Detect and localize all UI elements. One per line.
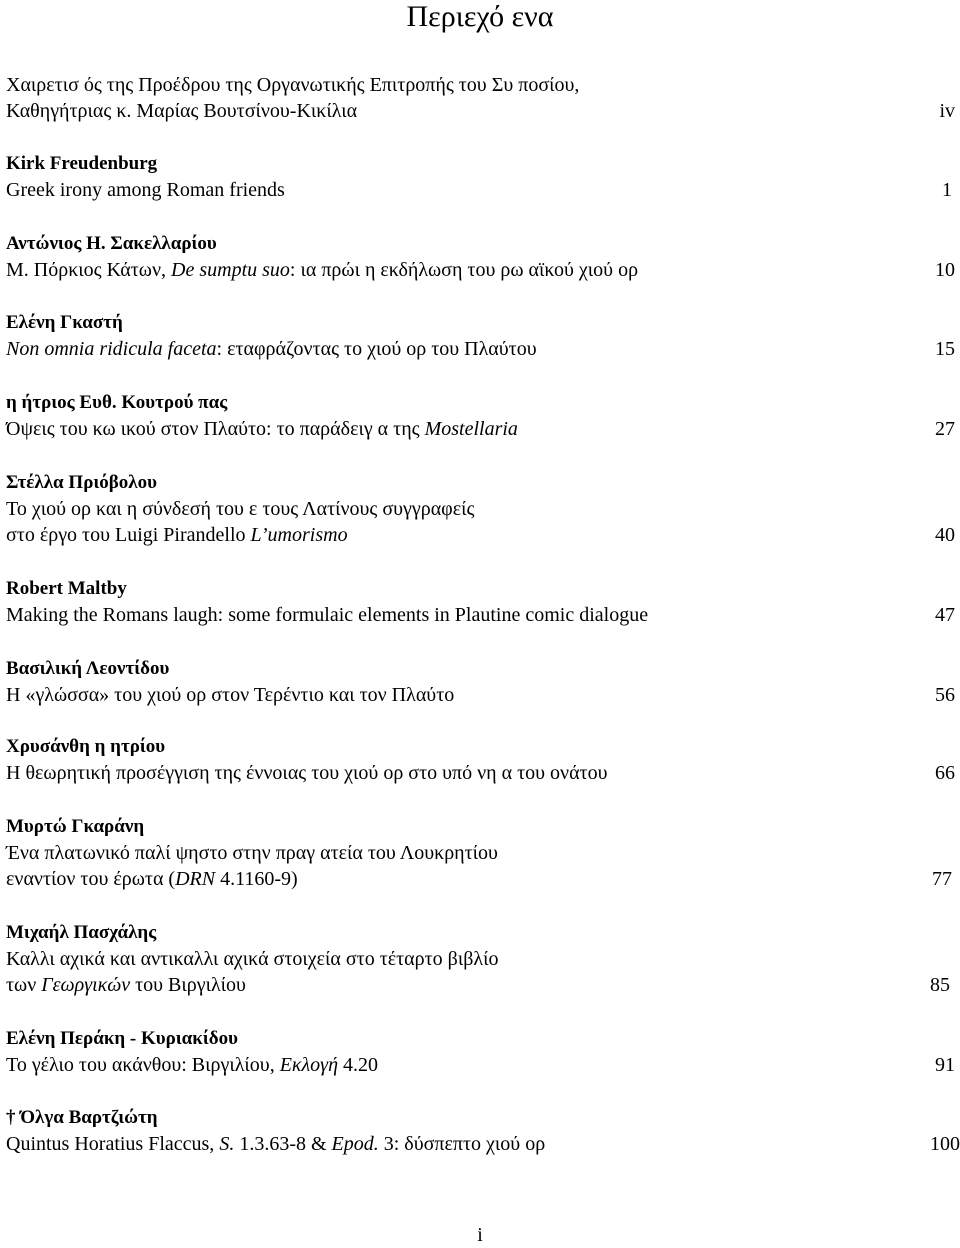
- page-number: 66: [935, 762, 955, 784]
- page-number: iv: [939, 100, 955, 122]
- toc-entry: [6, 920, 956, 998]
- entry-title-line: [6, 682, 956, 708]
- title-fragment: Το γέλιο του ακάνθου: Βιργιλίου,: [6, 1054, 280, 1076]
- toc-entry: [6, 310, 956, 362]
- entry-title-line: [6, 1131, 960, 1157]
- title-fragment: των: [6, 974, 42, 996]
- italic-title-fragment: Εκλογή: [279, 1054, 338, 1076]
- entry-title-line: [6, 760, 956, 786]
- entry-title-text: Η θεωρητική προσέγγιση της έννοιας του χιού ορ στο υπό νη α του ονάτου: [6, 762, 608, 784]
- entry-title-text: [6, 257, 638, 283]
- toc-entry: [6, 470, 956, 548]
- page-number: 91: [935, 1054, 955, 1076]
- italic-title-fragment: Γεωργικών: [41, 974, 131, 996]
- entry-author: Αντώνιος Η. Σακελλαρίου: [6, 233, 217, 254]
- entry-author: Ελένη Περάκη - Κυριακίδου: [6, 1028, 238, 1049]
- entry-title-line: [6, 946, 956, 972]
- entry-title-text: Making the Romans laugh: some formulaic elements in Plautine comic dialogue: [6, 604, 649, 626]
- entry-author: Kirk Freudenburg: [6, 153, 158, 174]
- entry-title-line: [6, 177, 956, 203]
- entry-title-text: Το χιού ορ και η σύνδεσή του ε τους Λατίνους συγγραφείς: [6, 498, 475, 520]
- title-fragment: του Βιργιλίου: [130, 974, 246, 996]
- entry-title-line: [6, 98, 956, 124]
- entry-author: Μυρτώ Γκαράνη: [6, 816, 145, 837]
- entry-title-line: [6, 522, 956, 548]
- toc-entry: [6, 1026, 956, 1078]
- page-number: 15: [935, 338, 955, 360]
- page-title: Περιεχό ενα: [406, 0, 554, 33]
- title-fragment: εναντίον του έρωτα (: [6, 868, 176, 890]
- title-fragment: στο έργο του Luigi Pirandello: [6, 524, 251, 546]
- entry-title-text: Η «γλώσσα» του χιού ορ στον Τερέντιο και τον Πλαύτο: [6, 684, 455, 706]
- entry-title-text: [6, 416, 518, 442]
- entry-title-line: [6, 257, 956, 283]
- toc-entry: [6, 576, 956, 628]
- entry-author: Robert Maltby: [6, 578, 127, 599]
- entry-title-text: [6, 866, 298, 892]
- page-number: 85: [930, 974, 950, 996]
- entry-title-line: [6, 72, 956, 98]
- italic-title-fragment: De sumptu suo: [171, 259, 290, 281]
- entry-title-line: [6, 866, 956, 892]
- entry-title-line: [6, 1052, 956, 1078]
- title-fragment: 1.3.63-8 &: [234, 1133, 332, 1155]
- page-number-footer: i: [477, 1224, 483, 1246]
- italic-title-fragment: Non omnia ridicula faceta: [6, 338, 217, 360]
- toc-entry: [6, 814, 956, 892]
- page-number: 1: [942, 179, 952, 201]
- entry-author: Στέλλα Πριόβολου: [6, 472, 157, 493]
- entry-author: Μιχαήλ Πασχάλης: [6, 922, 157, 943]
- entry-title-line: [6, 496, 956, 522]
- italic-title-fragment: L’umorismo: [250, 524, 348, 546]
- title-fragment: : ια πρώι η εκδήλωση του ρω αϊκού χιού ορ: [289, 259, 639, 281]
- entry-title-line: [6, 336, 956, 362]
- title-fragment: Όψεις του κω ικού στον Πλαύτο: το παράδειγ α της: [6, 418, 425, 440]
- page-number: 77: [932, 868, 952, 890]
- toc-entry: [6, 72, 956, 124]
- entry-author: Χρυσάνθη η ητρίου: [6, 736, 166, 757]
- italic-title-fragment: Mostellaria: [424, 418, 518, 440]
- title-fragment: Μ. Πόρκιος Κάτων,: [6, 259, 172, 281]
- toc-entry: [6, 656, 956, 708]
- entry-title-line: [6, 972, 956, 998]
- page-number: 27: [935, 418, 955, 440]
- entry-title-text: [6, 336, 537, 362]
- entry-title-text: Ένα πλατωνικό παλί ψηστο στην πραγ ατεία του Λουκρητίου: [6, 842, 498, 864]
- entry-title-text: [6, 972, 246, 998]
- page-number: 47: [935, 604, 955, 626]
- entry-title-text: [6, 1131, 545, 1157]
- page-number: 10: [935, 259, 955, 281]
- toc-entry: [6, 1105, 960, 1157]
- page-number: 56: [935, 684, 955, 706]
- italic-title-fragment: Epod.: [331, 1133, 379, 1155]
- toc-entry: [6, 231, 956, 283]
- title-fragment: 4.20: [337, 1054, 378, 1076]
- toc-entry: [6, 734, 956, 786]
- entry-title-text: [6, 1052, 378, 1078]
- entry-title-text: [6, 522, 348, 548]
- entry-title-text: Καλλι αχικά και αντικαλλι αχικά στοιχεία στο τέταρτο βιβλίο: [6, 948, 499, 970]
- entry-title-line: [6, 840, 956, 866]
- italic-title-fragment: S.: [219, 1133, 235, 1155]
- toc-entry: [6, 151, 956, 203]
- entry-author: η ήτριος Ευθ. Κουτρού πας: [6, 392, 228, 413]
- italic-title-fragment: DRN: [175, 868, 216, 890]
- page-number: 40: [935, 524, 955, 546]
- entry-title-line: [6, 602, 956, 628]
- page-number: 100: [930, 1133, 960, 1155]
- title-fragment: Quintus Horatius Flaccus,: [6, 1133, 220, 1155]
- toc-entry: [6, 390, 956, 442]
- entry-title-text: Χαιρετισ ός της Προέδρου της Οργανωτικής Επιτροπής του Συ ποσίου,: [6, 74, 580, 96]
- title-fragment: 3: δύσπεπτο χιού ορ: [378, 1133, 546, 1155]
- title-fragment: : εταφράζοντας το χιού ορ του Πλαύτου: [216, 338, 537, 360]
- entry-author: † Όλγα Βαρτζιώτη: [6, 1107, 158, 1128]
- title-fragment: 4.1160-9): [215, 868, 298, 890]
- entry-title-line: [6, 416, 956, 442]
- entry-author: Ελένη Γκαστή: [6, 312, 123, 333]
- entry-title-text: Greek irony among Roman friends: [6, 179, 285, 201]
- entry-title-text: Καθηγήτριας κ. Μαρίας Βουτσίνου-Κικίλια: [6, 100, 358, 122]
- entry-author: Βασιλική Λεοντίδου: [6, 658, 170, 679]
